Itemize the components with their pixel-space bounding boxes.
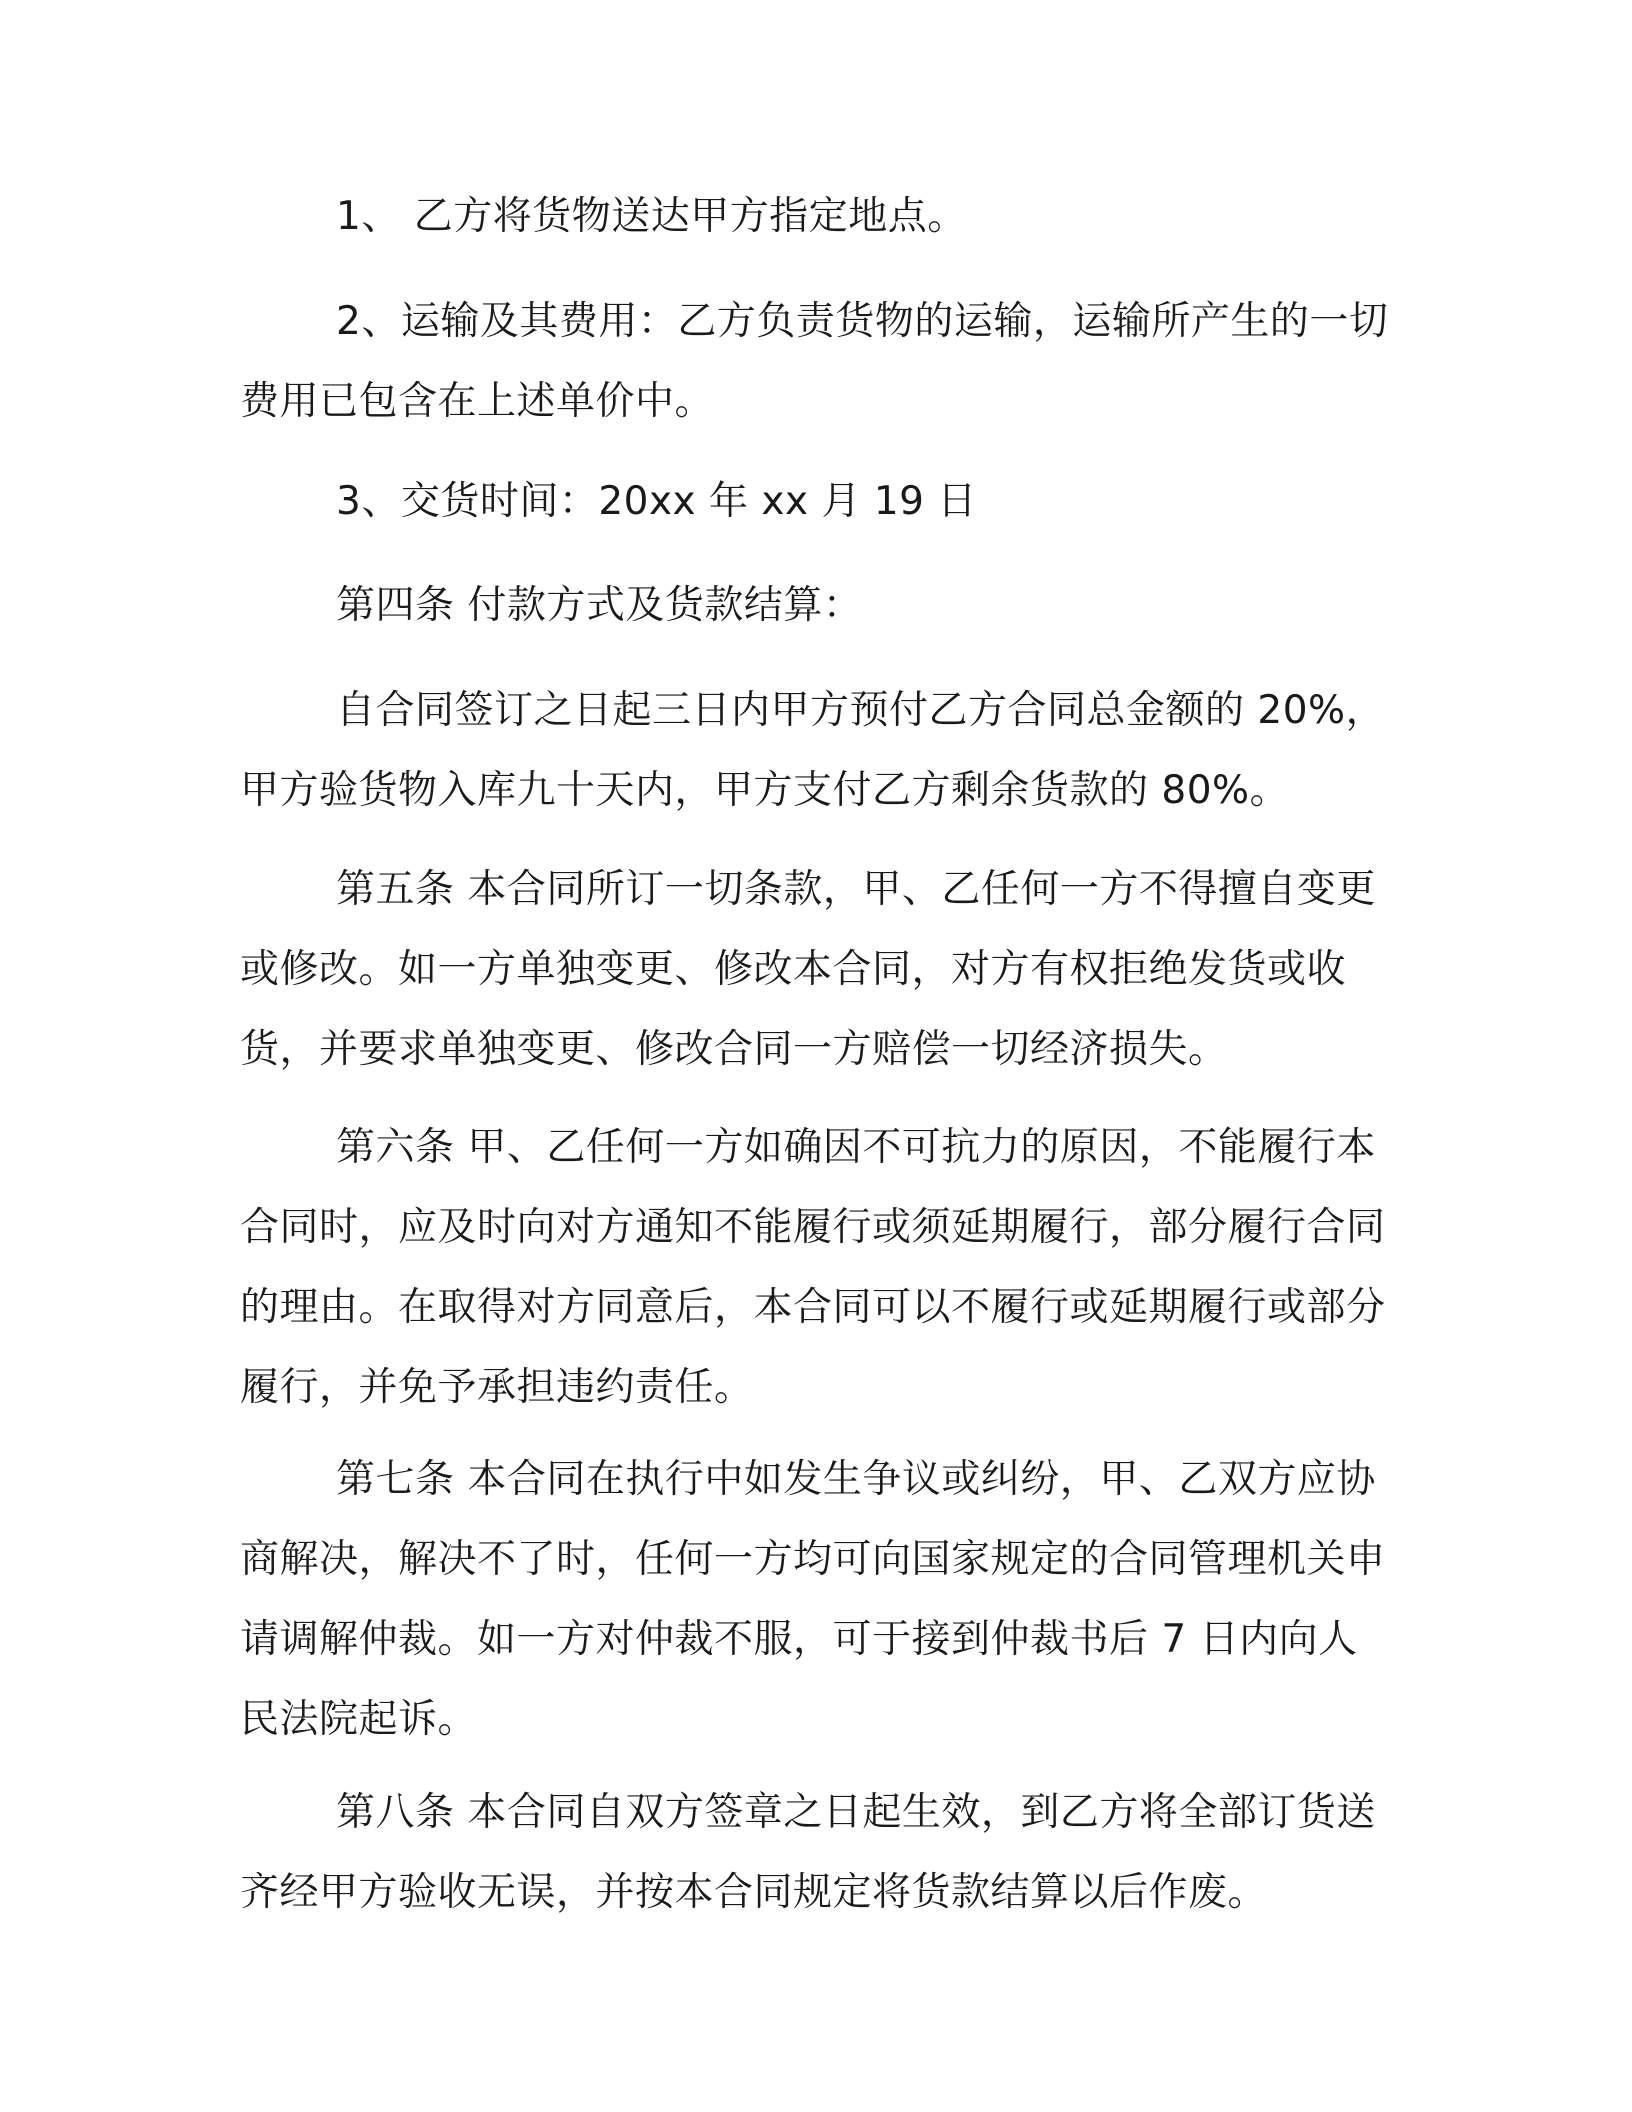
paragraph-delivery-time: 3、交货时间：20xx 年 xx 月 19 日	[336, 479, 977, 524]
article-4-heading: 第四条 付款方式及货款结算：	[336, 583, 863, 628]
article-8-paragraph: 第八条 本合同自双方签章之日起生效，到乙方将全部订货送齐经甲方验收无误，并按本合同规定将货款结算以后作废。	[240, 1790, 1376, 1915]
article-7-paragraph: 第七条 本合同在执行中如发生争议或纠纷，甲、乙双方应协商解决，解决不了时，任何一方均可向国家规定的合同管理机关申请调解仲裁。如一方对仲裁不服，可于接到仲裁书后 7 日内向人民法院起诉。	[240, 1457, 1386, 1742]
paragraph-transport-costs: 2、运输及其费用：乙方负责货物的运输，运输所产生的一切费用已包含在上述单价中。	[240, 299, 1389, 424]
paragraph-delivery-location: 1、 乙方将货物送达甲方指定地点。	[336, 194, 967, 239]
article-5-paragraph: 第五条 本合同所订一切条款，甲、乙任何一方不得擅自变更或修改。如一方单独变更、修改本合同，对方有权拒绝发货或收货，并要求单独变更、修改合同一方赔偿一切经济损失。	[240, 867, 1376, 1072]
paragraph-payment-terms: 自合同签订之日起三日内甲方预付乙方合同总金额的 20%，甲方验货物入库九十天内，甲方支付乙方剩余货款的 80%。	[240, 688, 1386, 813]
article-6-paragraph: 第六条 甲、乙任何一方如确因不可抗力的原因，不能履行本合同时，应及时向对方通知不能履行或须延期履行，部分履行合同的理由。在取得对方同意后，本合同可以不履行或延期履行或部分履行，并免予承担违约责任。	[240, 1125, 1386, 1410]
